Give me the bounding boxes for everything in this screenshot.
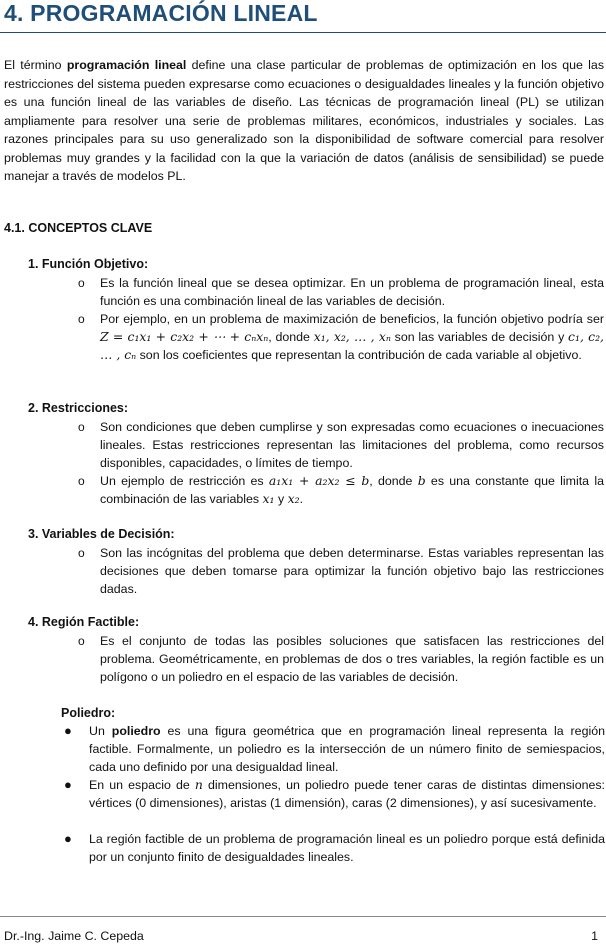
math-expression: x₁, x₂, … , xₙ	[313, 329, 391, 345]
disc-bullet-icon: ●	[64, 777, 72, 792]
sub-bullet: o Es el conjunto de todas las posibles soluciones que satisfacen las restricciones del problema. Geométricamente, en problemas de dos o tres variables, la región factible es un polígono o un poliedro en el espacio de las variables de decisión.	[78, 634, 604, 685]
sub-bullet: o Por ejemplo, en un problema de maximización de beneficios, la función objetivo podría ser Z = c₁x₁ + c₂x₂ + ⋯ + cₙxₙ, donde x₁, x₂, … , xₙ son las variables de decisión y c₁, c₂, … , cₙ son los coeficientes que representan la contribución de cada variable al objetivo.	[78, 312, 604, 363]
footer-author: Dr.-Ing. Jaime C. Cepeda	[4, 929, 144, 943]
sub-bullet: o Son condiciones que deben cumplirse y son expresadas como ecuaciones o inecuaciones lineales. Estas restricciones representan las limitaciones del problema, como recursos disponibles, capacidades, o límites de tiempo.	[78, 420, 604, 471]
item-heading: 1. Función Objetivo:	[28, 257, 149, 271]
math-expression: Z = c₁x₁ + c₂x₂ + ⋯ + cₙxₙ	[100, 329, 269, 345]
circle-bullet-icon: o	[78, 634, 85, 648]
intro-paragraph: El término programación lineal define una clase particular de problemas de optimización en los que las restricciones del sistema pueden expresarse como ecuaciones o desigualdades lineales y la función objetivo es una función lineal de las variables de diseño. Las técnicas de programación lineal (PL) se utilizan ampliamente para resolver una serie de problemas militares, económicos, industriales y sociales. Las razones principales para su uso generalizado son la disponibilidad de software comercial para resolver problemas muy grandes y la facilidad con la que la variación de datos (análisis de sensibilidad) se puede manejar a través de modelos PL.	[4, 58, 605, 183]
poliedro-bullet: ● En un espacio de n dimensiones, un poliedro puede tener caras de distintas dimensiones: vértices (0 dimensiones), aristas (1 dimensión), caras (2 dimensiones), y así sucesivamente.	[64, 777, 605, 811]
circle-bullet-icon: o	[78, 312, 85, 326]
math-expression: b	[417, 473, 426, 488]
poliedro-term-bold: poliedro	[111, 724, 161, 738]
section-heading: 4.1. CONCEPTOS CLAVE	[4, 221, 153, 235]
item-heading: 4. Región Factible:	[28, 615, 140, 629]
sub-bullet: o Son las incógnitas del problema que deben determinarse. Estas variables representan las decisiones que deben tomarse para optimizar la función objetivo bajo las restricciones dadas.	[78, 546, 604, 597]
poliedro-bullet: ● La región factible de un problema de programación lineal es un poliedro porque está definida por un conjunto finito de desigualdades lineales.	[64, 831, 605, 865]
circle-bullet-icon: o	[78, 474, 85, 488]
chapter-title: 4. PROGRAMACIÓN LINEAL	[4, 0, 318, 26]
math-expression: x₂	[287, 491, 300, 507]
math-expression: c₁, c₂, … , cₙ	[100, 329, 604, 363]
circle-bullet-icon: o	[78, 420, 85, 434]
circle-bullet-icon: o	[78, 276, 85, 290]
disc-bullet-icon: ●	[64, 723, 72, 738]
item-heading: 3. Variables de Decisión:	[28, 527, 175, 541]
page-number: 1	[591, 929, 598, 943]
title-underline	[0, 32, 606, 33]
math-expression: x₁	[262, 491, 275, 507]
sub-bullet: o Un ejemplo de restricción es a₁x₁ + a₂x₂ ≤ b, donde b es una constante que limita la combinación de las variables x₁ y x₂.	[78, 473, 604, 507]
math-expression: a₁x₁ + a₂x₂ ≤ b	[268, 473, 370, 488]
disc-bullet-icon: ●	[64, 831, 72, 846]
math-expression: n	[194, 777, 203, 792]
poliedro-heading: Poliedro:	[61, 706, 116, 720]
intro-term-bold: programación lineal	[66, 58, 187, 72]
poliedro-bullet: ● Un poliedro es una figura geométrica que en programación lineal representa la región factible. Formalmente, un poliedro es la intersección de un número finito de semiespacios, cada uno definido por una desigualdad lineal.	[64, 723, 605, 775]
item-heading: 2. Restricciones:	[28, 401, 129, 415]
footer-divider	[0, 916, 606, 917]
sub-bullet: o Es la función lineal que se desea optimizar. En un problema de programación lineal, esta función es una combinación lineal de las variables de decisión.	[78, 276, 604, 309]
circle-bullet-icon: o	[78, 546, 85, 560]
